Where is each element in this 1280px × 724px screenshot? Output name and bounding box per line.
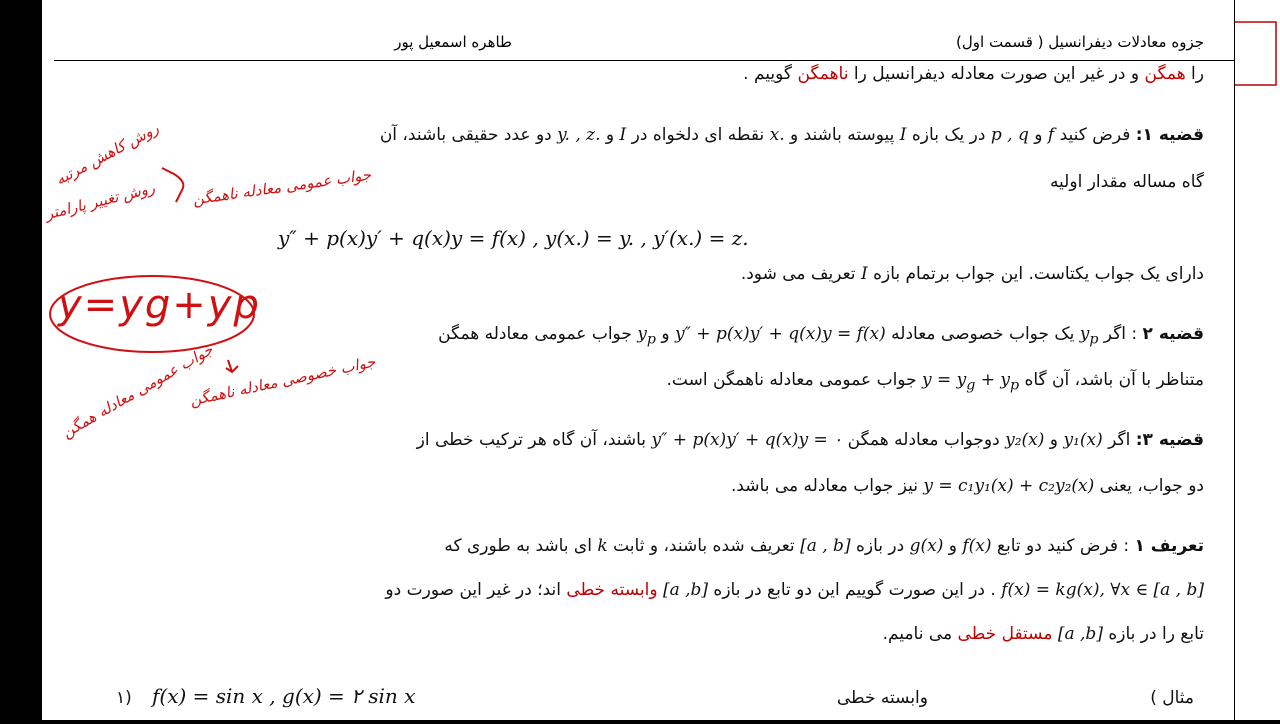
definition1-line2: f(x) = kg(x), ∀x ∈ [a , b] . در این صورت گوییم این دو تابع در بازه [a ,b] وابسته خطی اند؛ در غیر این صورت دو xyxy=(385,580,1204,600)
formula-circle xyxy=(50,276,254,352)
theorem1-line3: دارای یک جواب یکتاست. این جواب برتمام بازه I تعریف می شود. xyxy=(740,264,1204,284)
theorem3-line2: دو جواب، یعنی y = c₁y₁(x) + c₂y₂(x) نیز جواب معادله می باشد. xyxy=(730,476,1204,496)
annotation-particular-nonhomogeneous: جواب خصوصی معادله ناهمگن xyxy=(188,352,377,410)
theorem1-line2: گاه مساله مقدار اولیه xyxy=(1049,172,1204,192)
red-frame xyxy=(1234,22,1276,85)
annotation-formula: y=yg+yp xyxy=(58,282,261,328)
annotation-variation-parameters: روش تغییر پارامتر xyxy=(43,178,157,224)
right-strip-graphics xyxy=(1234,0,1280,720)
annotation-ink xyxy=(42,0,1234,720)
header-author: طاهره اسمعیل پور xyxy=(394,33,512,51)
right-page-edge xyxy=(1234,0,1235,720)
left-page-edge xyxy=(41,0,42,720)
right-strip xyxy=(1234,0,1280,720)
theorem1-label: قضیه ۱: xyxy=(1135,125,1204,145)
theorem3-line1: قضیه ۳: اگر y₁(x) و y₂(x) دوجواب معادله همگن y″ + p(x)y′ + q(x)y = ۰ باشند، آن گاه هر ترکیب خطی از xyxy=(416,430,1204,450)
intro-line: را همگن و در غیر این صورت معادله دیفرانسیل را ناهمگن گوییم . xyxy=(743,64,1204,84)
theorem2-label: قضیه ۲ xyxy=(1142,324,1204,344)
definition1-line1: تعریف ۱ : فرض کنید دو تابع f(x) و g(x) در بازه [a , b] تعریف شده باشند، و ثابت k ای باشد به طوری که xyxy=(444,536,1204,556)
document-page xyxy=(42,0,1234,720)
homogeneous-term: همگن xyxy=(1144,64,1186,84)
definition1-label: تعریف ۱ xyxy=(1134,536,1204,556)
theorem3-label: قضیه ۳: xyxy=(1135,430,1204,450)
theorem2-line2: متناظر با آن باشد، آن گاه $y = y_g + y_p$ جواب عمومی معادله ناهمگن است. xyxy=(666,370,1204,394)
linearly-dependent-term: وابسته خطی xyxy=(566,580,658,600)
example-equation: f(x) = sin x , g(x) = ۲ sin x xyxy=(152,684,416,708)
theorem1-line1: قضیه ۱: فرض کنید f و p , q در یک بازه I پیوسته باشند و x. نقطه ای دلخواه در I و y. , z. دو عدد حقیقی باشند، آن xyxy=(379,125,1204,145)
theorem2-line1: قضیه ۲ : اگر $y_p$ یک جواب خصوصی معادله y″ + p(x)y′ + q(x)y = f(x) و $y_p$ جواب عمومی معادله همگن xyxy=(438,324,1204,348)
theorem1-equation: y″ + p(x)y′ + q(x)y = f(x) , y(x.) = y. , y′(x.) = z. xyxy=(278,226,749,250)
example-result: وابسته خطی xyxy=(836,688,928,708)
header-title: جزوه معادلات دیفرانسیل ( قسمت اول) xyxy=(956,33,1204,51)
example-label: مثال ) xyxy=(1150,688,1194,708)
annotation-brace xyxy=(162,168,183,202)
definition1-line3: تابع را در بازه [a ,b] مستقل خطی می نامیم. xyxy=(882,624,1204,644)
annotation-arrow xyxy=(226,360,238,372)
linearly-independent-term: مستقل خطی xyxy=(957,624,1053,644)
nonhomogeneous-term: ناهمگن xyxy=(797,64,849,84)
example-number: ۱) xyxy=(116,688,132,708)
annotation-general-homogeneous: جواب عمومی معادله همگن xyxy=(58,340,217,442)
annotation-general-nonhomogeneous: جواب عمومی معادله ناهمگن xyxy=(191,165,373,209)
annotation-reduction-order: روش کاهش مرتبه xyxy=(52,119,162,189)
